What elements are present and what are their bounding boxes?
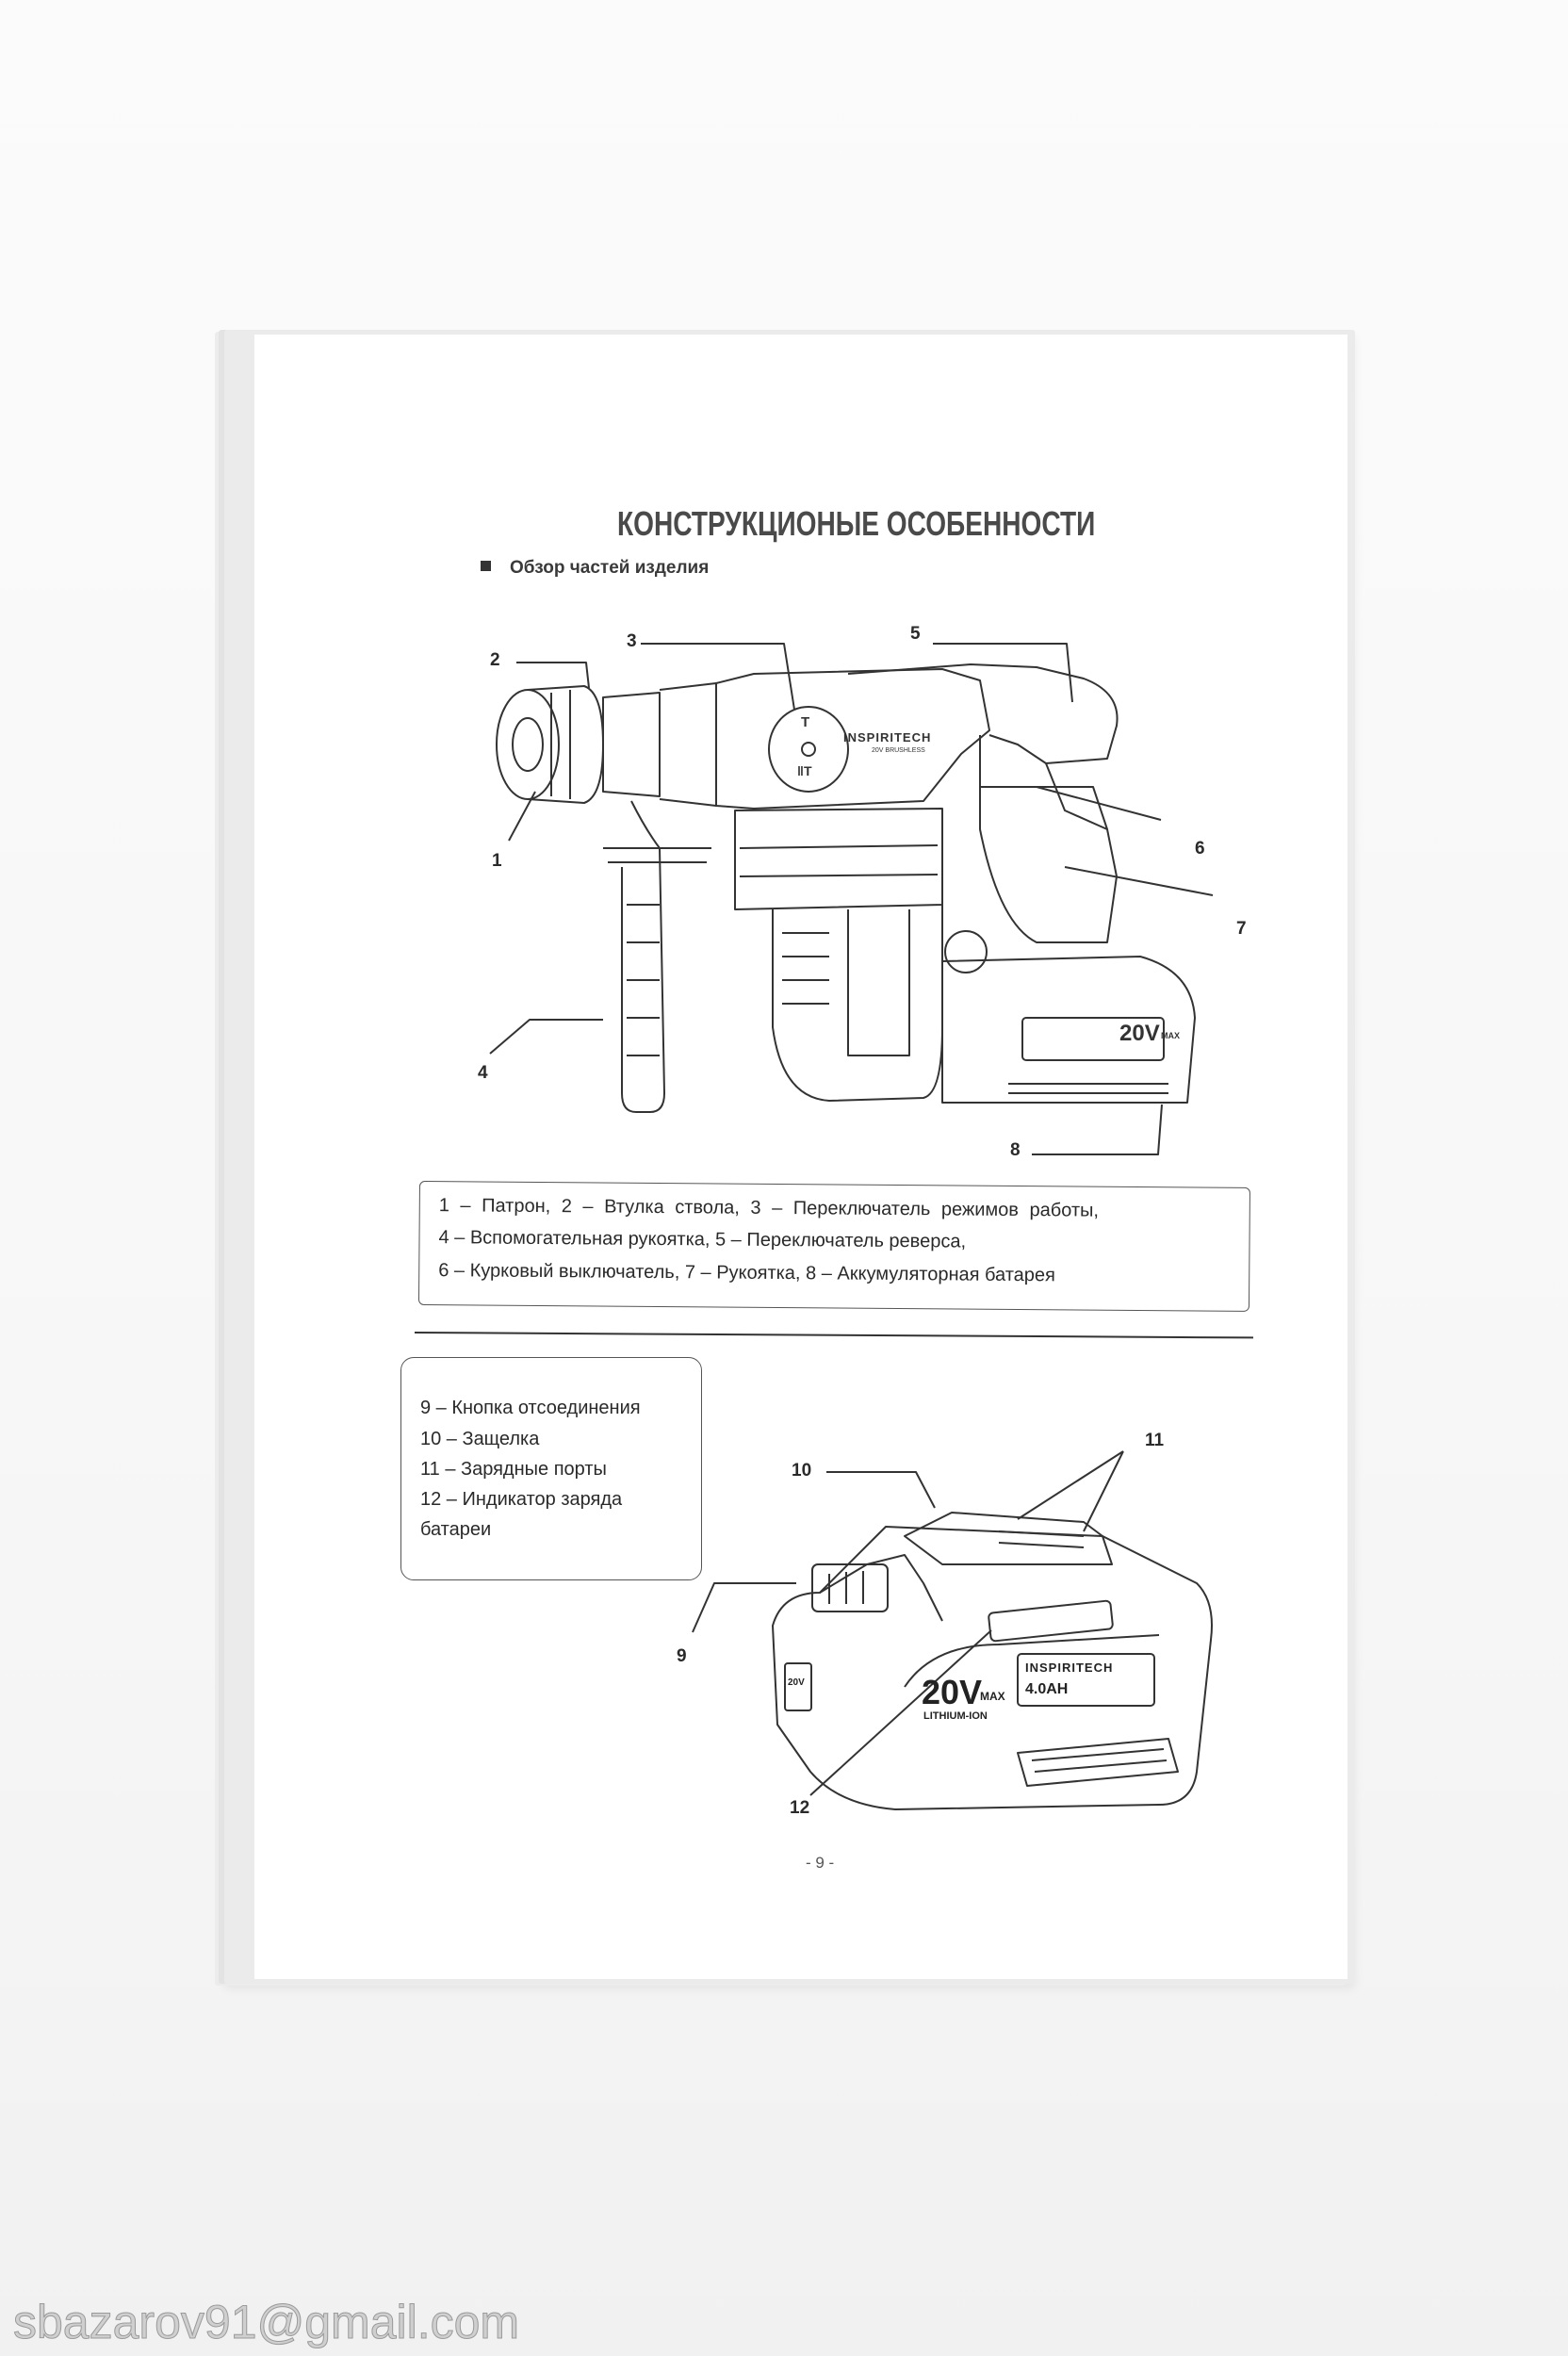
- callout-6: 6: [1195, 839, 1205, 859]
- mode-symbol-hammer: T: [801, 714, 810, 730]
- battery-legend-item-9: 9 – Кнопка отсоединения: [420, 1398, 641, 1418]
- mode-symbol-drill: ǁT: [797, 763, 812, 778]
- callout-10: 10: [792, 1461, 812, 1481]
- battery-max-label: MAX: [980, 1690, 1005, 1703]
- callout-5: 5: [910, 624, 921, 644]
- page-number: - 9 -: [806, 1854, 835, 1872]
- release-button-ribs: [829, 1571, 863, 1604]
- charge-indicator: [988, 1600, 1113, 1641]
- watermark: sbazarov91@gmail.com: [13, 2296, 520, 2348]
- battery-rail: [905, 1513, 1112, 1564]
- callout-7: 7: [1236, 919, 1247, 939]
- leader-10: [826, 1472, 935, 1508]
- section-heading-text: Обзор частей изделия: [510, 558, 710, 578]
- battery-voltage-label: 20V: [922, 1673, 983, 1711]
- battery-outline: [773, 1527, 1212, 1809]
- legend-line-2: 4 – Вспомогательная рукоятка, 5 – Переключатель реверса,: [438, 1227, 967, 1252]
- battery-capacity-label: 4.0AH: [1025, 1681, 1069, 1697]
- legend-line-1: 1 – Патрон, 2 – Втулка ствола, 3 – Переключатель режимов работы,: [438, 1195, 1100, 1221]
- battery-legend-item-12-cont: батареи: [420, 1519, 492, 1540]
- drill-brand-sublabel: 20V BRUSHLESS: [872, 747, 925, 754]
- callout-12: 12: [790, 1798, 810, 1818]
- callout-8: 8: [1010, 1140, 1021, 1160]
- battery-brand-label: INSPIRITECH: [1025, 1661, 1114, 1675]
- legend-line-3: 6 – Курковый выключатель, 7 – Рукоятка, 8 – Аккумуляторная батарея: [438, 1260, 1055, 1286]
- battery-legend-item-11: 11 – Зарядные порты: [420, 1459, 607, 1480]
- callout-11: 11: [1145, 1431, 1165, 1450]
- callout-1: 1: [492, 851, 502, 871]
- battery-chemistry-label: LITHIUM-ION: [923, 1710, 988, 1722]
- callout-4: 4: [478, 1063, 488, 1083]
- battery-legend-item-12: 12 – Индикатор заряда: [420, 1489, 623, 1510]
- drill-battery-max: MAX: [1161, 1031, 1180, 1040]
- battery-side-label: 20V: [788, 1677, 805, 1688]
- callout-2: 2: [490, 650, 500, 670]
- leader-11: [1018, 1451, 1123, 1531]
- drill-brand-label: INSPIRITECH: [843, 730, 932, 744]
- battery-legend-item-10: 10 – Защелка: [420, 1429, 540, 1449]
- callout-3: 3: [627, 631, 637, 651]
- callout-9: 9: [677, 1646, 687, 1666]
- page-title: КОНСТРУКЦИОНЫЕ ОСОБЕННОСТИ: [617, 504, 1096, 543]
- battery-vent-lines: [1032, 1749, 1167, 1772]
- drill-battery-voltage: 20V: [1119, 1021, 1160, 1046]
